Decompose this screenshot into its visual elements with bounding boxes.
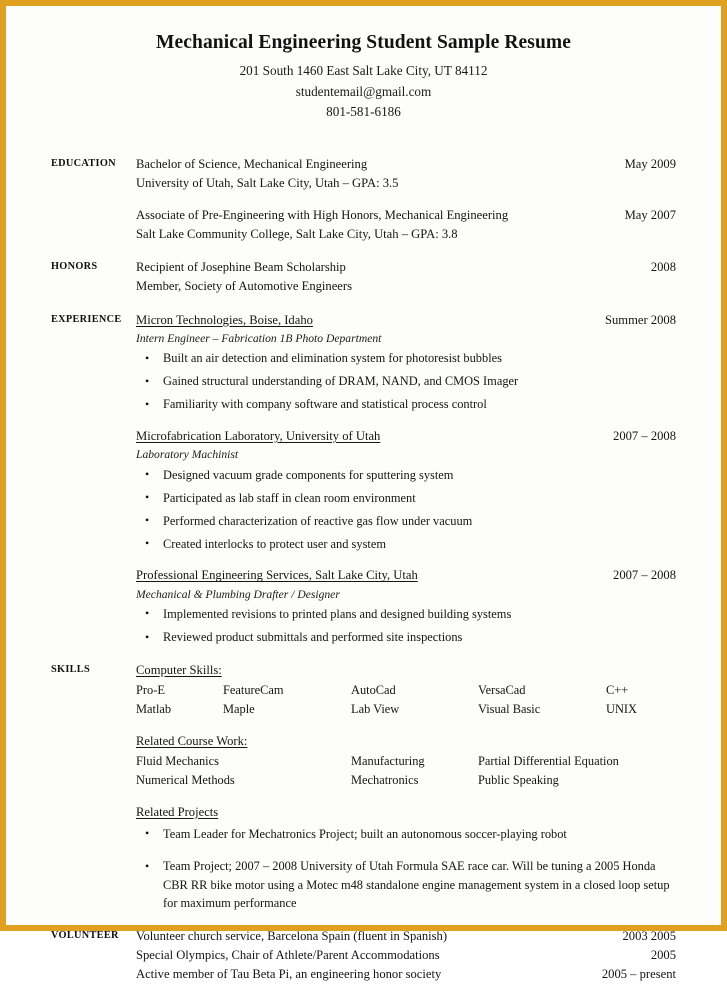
education-date: May 2007 — [624, 208, 676, 223]
section-honors — [51, 258, 676, 296]
volunteer-entry — [136, 965, 676, 984]
list-item: • Reviewed product submittals and performed site inspections — [136, 628, 676, 647]
skill-cell: Maple — [223, 702, 255, 717]
skill-cell: Matlab — [136, 702, 172, 717]
list-item: • Familiarity with company software and statistical process control — [136, 395, 676, 414]
section-education — [51, 155, 676, 245]
section-body-experience — [136, 311, 676, 647]
honors-entry — [136, 277, 676, 296]
section-experience — [51, 311, 676, 647]
experience-job-title: Intern Engineer – Fabrication 1B Photo Department — [136, 331, 382, 345]
volunteer-date: 2005 — [650, 948, 676, 963]
experience-job-title: Laboratory Machinist — [136, 448, 239, 462]
list-item: • Designed vacuum grade components for sputtering system — [136, 466, 676, 485]
course-work-heading: Related Course Work: — [136, 733, 248, 748]
experience-entry — [136, 427, 676, 553]
section-body-honors — [136, 258, 676, 296]
resume-sheet — [6, 6, 721, 982]
list-item: • Gained structural understanding of DRAM, NAND, and CMOS Imager — [136, 372, 676, 391]
volunteer-date: 2005 – present — [601, 967, 676, 982]
education-entry — [136, 155, 676, 193]
experience-organization: Micron Technologies, Boise, Idaho — [136, 312, 313, 327]
section-body-volunteer — [136, 927, 676, 984]
course-cell: Mechatronics — [351, 773, 419, 788]
list-item: • Participated as lab staff in clean room environment — [136, 489, 676, 508]
skill-cell: VersaCad — [478, 683, 526, 698]
section-label-honors: HONORS — [51, 261, 98, 273]
education-entry — [136, 206, 676, 244]
experience-entry — [136, 566, 676, 646]
course-cell: Partial Differential Equation — [478, 754, 619, 769]
section-body-education — [136, 155, 676, 245]
related-projects-heading: Related Projects — [136, 805, 219, 820]
resume-header — [51, 32, 676, 123]
course-cell: Manufacturing — [351, 754, 425, 769]
education-date: May 2009 — [624, 156, 676, 171]
volunteer-text: Special Olympics, Chair of Athlete/Parent Accommodations — [136, 948, 440, 963]
honors-entry — [136, 258, 676, 277]
experience-date: 2007 – 2008 — [613, 428, 676, 443]
skill-cell: AutoCad — [351, 683, 396, 698]
volunteer-text: Active member of Tau Beta Pi, an engineering honor society — [136, 967, 442, 982]
education-degree: Bachelor of Science, Mechanical Engineering — [136, 156, 368, 171]
contact-email: studentemail@gmail.com — [295, 83, 432, 99]
skill-cell: Lab View — [351, 702, 400, 717]
skill-cell: UNIX — [606, 702, 637, 717]
list-item: • Team Project; 2007 – 2008 University of Utah Formula SAE race car. Will be tuning a 2005 Honda CBR RR bike motor using a Motec m48 standalone engine management system in a closed loop setup for maximum performance — [136, 857, 676, 913]
section-label-experience: EXPERIENCE — [51, 313, 122, 325]
honors-text: Member, Society of Automotive Engineers — [136, 279, 352, 294]
list-item: • Built an air detection and elimination system for photoresist bubbles — [136, 349, 676, 368]
experience-bullet-list — [136, 466, 676, 554]
list-item: • Team Leader for Mechatronics Project; built an autonomous soccer-playing robot — [136, 825, 676, 844]
education-school: Salt Lake Community College, Salt Lake City, Utah – GPA: 3.8 — [136, 227, 458, 242]
experience-organization: Microfabrication Laboratory, University of Utah — [136, 428, 381, 443]
skill-cell: Pro-E — [136, 683, 165, 698]
related-projects-bullet-list — [136, 825, 676, 913]
section-volunteer — [51, 927, 676, 984]
skill-cell: C++ — [606, 683, 629, 698]
contact-address: 201 South 1460 East Salt Lake City, UT 84112 — [239, 63, 488, 79]
course-cell: Numerical Methods — [136, 773, 235, 788]
volunteer-text: Volunteer church service, Barcelona Spain (fluent in Spanish) — [136, 929, 448, 944]
experience-organization: Professional Engineering Services, Salt Lake City, Utah — [136, 568, 418, 583]
skill-cell: Visual Basic — [478, 702, 541, 717]
computer-skills-grid — [136, 681, 676, 719]
volunteer-entry — [136, 946, 676, 965]
education-school: University of Utah, Salt Lake City, Utah – GPA: 3.5 — [136, 175, 399, 190]
course-cell: Fluid Mechanics — [136, 754, 219, 769]
section-label-volunteer: VOLUNTEER — [51, 930, 119, 942]
section-body-skills — [136, 661, 676, 913]
list-item: • Implemented revisions to printed plans and designed building systems — [136, 605, 676, 624]
experience-job-title: Mechanical & Plumbing Drafter / Designer — [136, 587, 340, 601]
volunteer-date: 2003 2005 — [622, 929, 676, 944]
page-title: Mechanical Engineering Student Sample Resume — [156, 32, 571, 53]
contact-phone: 801-581-6186 — [326, 104, 401, 120]
experience-date: Summer 2008 — [604, 312, 676, 327]
list-item: • Performed characterization of reactive gas flow under vacuum — [136, 512, 676, 531]
computer-skills-heading: Computer Skills: — [136, 662, 222, 677]
section-skills — [51, 661, 676, 913]
list-item: • Created interlocks to protect user and system — [136, 535, 676, 554]
honors-text: Recipient of Josephine Beam Scholarship — [136, 260, 346, 275]
education-degree: Associate of Pre-Engineering with High Honors, Mechanical Engineering — [136, 208, 509, 223]
course-cell: Public Speaking — [478, 773, 559, 788]
experience-bullet-list — [136, 349, 676, 414]
volunteer-entry — [136, 927, 676, 946]
experience-bullet-list — [136, 605, 676, 647]
section-label-skills: SKILLS — [51, 663, 91, 675]
section-label-education: EDUCATION — [51, 157, 116, 169]
skill-cell: FeatureCam — [223, 683, 284, 698]
experience-entry — [136, 311, 676, 414]
experience-date: 2007 – 2008 — [613, 568, 676, 583]
honors-date: 2008 — [650, 260, 676, 275]
course-work-grid — [136, 752, 676, 790]
